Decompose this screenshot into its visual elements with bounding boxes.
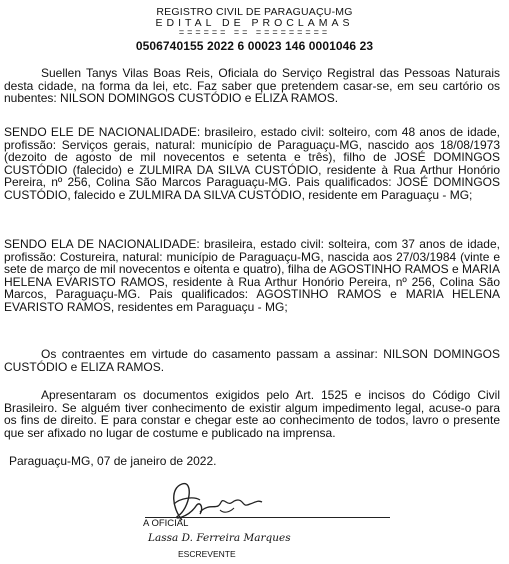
groom-paragraph: SENDO ELE DE NACIONALIDADE: brasileiro, estado civil: solteiro, com 48 anos de idade, profissão: Serviços gerais, natural: município de Paraguaçu-MG, nascido aos 18/08/1973 (dezoito de agosto de mil novecentos e setenta e três), filho de JOSÉ DOMINGOS CUSTÓDIO (falecido) e ZULMIRA DA SILVA CUSTÓDIO, residente à Rua Arthur Honório Pereira, nº 256, Colina São Marcos Paraguaçu-MG. Pais qualificados: JOSÉ DOMINGOS CUSTÓDIO, falecido e ZULMIRA DA SILVA CUSTÓDIO, residente em Paraguaçu - MG; [4, 125, 500, 202]
signing-paragraph: Os contraentes em virtude do casamento passam a assinar: NILSON DOMINGOS CUSTÓDIO e ELIZA RAMOS. [4, 347, 500, 374]
signatory-name: Lassa D. Ferreira Marques [148, 532, 291, 544]
documents-paragraph: Apresentaram os documentos exigidos pelo Art. 1525 e incisos do Código Civil Brasileiro. Se alguém tiver conhecimento de existir algum impedimento legal, acuse-o para os fins de direito. E para constar e chegar este ao conhecimento de todos, lavro o presente que ser afixado no lugar de costume e publicado na imprensa. [4, 388, 500, 440]
document-title: EDITAL DE PROCLAMAS [155, 17, 354, 29]
registry-name: REGISTRO CIVIL DE PARAGUAÇU-MG [156, 6, 353, 18]
intro-paragraph: Suellen Tanys Vilas Boas Reis, Oficiala do Serviço Registral das Pessoas Naturais desta cidade, na forma da lei, etc. Faz saber que pretendem casar-se, em seu cartório os nubentes: NILSON DOMINGOS CUSTÓDIO e ELIZA RAMOS. [4, 66, 500, 106]
date-line: Paraguaçu-MG, 07 de janeiro de 2022. [9, 454, 217, 468]
bride-paragraph: SENDO ELA DE NACIONALIDADE: brasileira, estado civil: solteira, com 37 anos de idade, profissão: Costureira, natural: município de Paraguaçu-MG, nascida aos 27/03/1984 (vinte e sete de março de mil novecentos e oitenta e quatro), filha de AGOSTINHO RAMOS e MARIA HELENA EVARISTO RAMOS, residente à Rua Arthur Honório Pereira, nº 256, Colina São Marcos, Paraguaçu-MG. Pais qualificados: AGOSTINHO RAMOS e MARIA HELENA EVARISTO RAMOS, residentes em Paraguaçu - MG; [4, 237, 500, 314]
registry-code: 0506740155 2022 6 00023 146 0001046 23 [135, 39, 374, 53]
signatory-role: ESCREVENTE [178, 549, 236, 559]
title-underline: ====== == ========= [178, 27, 331, 37]
signature-label: A OFICIAL [143, 518, 189, 529]
